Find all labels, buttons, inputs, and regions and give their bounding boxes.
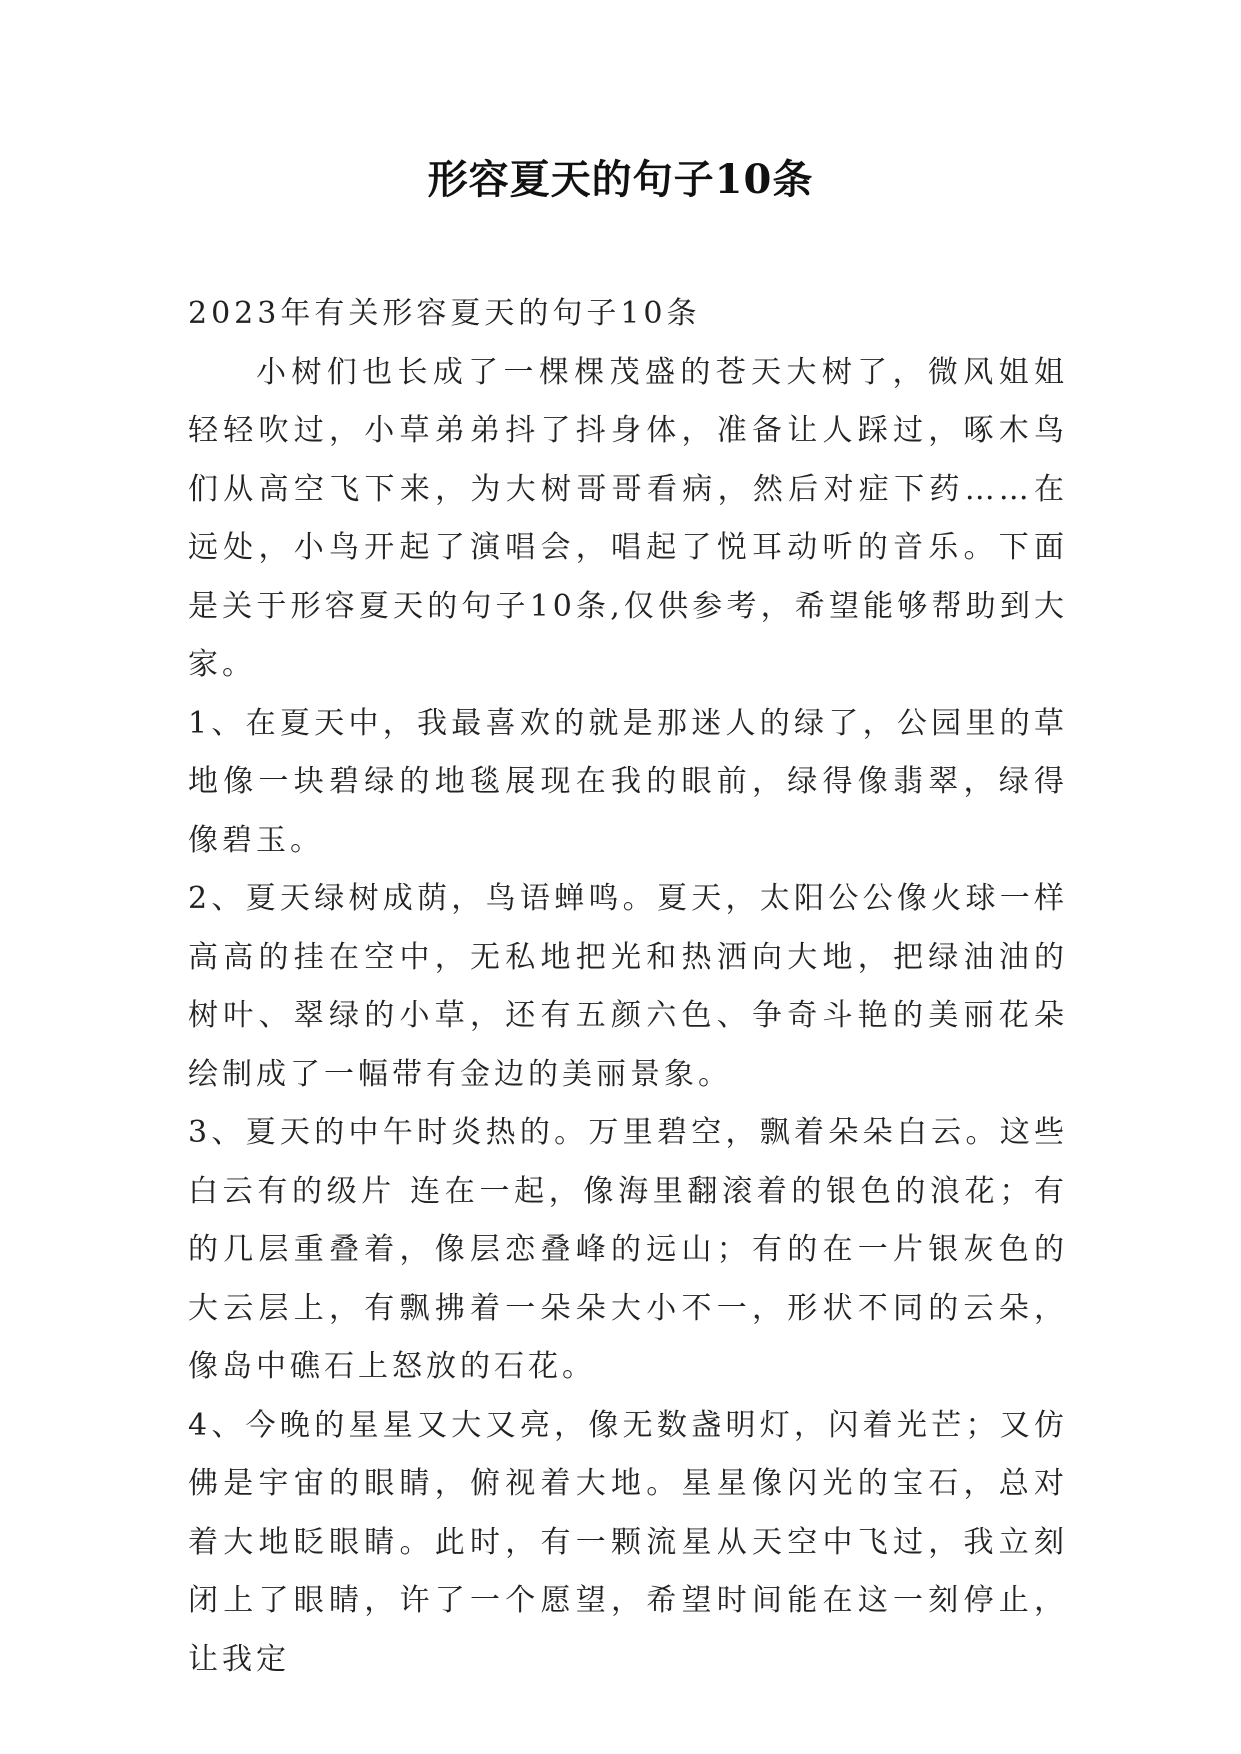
intro-paragraph: 小树们也长成了一棵棵茂盛的苍天大树了，微风姐姐轻轻吹过，小草弟弟抖了抖身体，准备让人踩过，啄木鸟们从高空飞下来，为大树哥哥看病，然后对症下药……在远处，小鸟开起了演唱会，唱起了悦耳动听的音乐。下面是关于形容夏天的句子10条,仅供参考，希望能够帮助到大家。 bbox=[188, 354, 1068, 682]
list-item: 4、今晚的星星又大又亮，像无数盏明灯，闪着光芒；又仿佛是宇宙的眼睛，俯视着大地。星星像闪光的宝石，总对着大地眨眼睛。此时，有一颗流星从天空中飞过，我立刻闭上了眼睛，许了一个愿望，希望时间能在这一刻停止，让我定 bbox=[188, 1407, 1068, 1677]
subtitle-line: 2023年有关形容夏天的句子10条 bbox=[188, 296, 701, 331]
list-item: 3、夏天的中午时炎热的。万里碧空，飘着朵朵白云。这些白云有的级片 连在一起，像海里翻滚着的银色的浪花；有的几层重叠着，像层恋叠峰的远山；有的在一片银灰色的大云层上，有飘拂着一朵朵大小不一，形状不同的云朵，像岛中礁石上怒放的石花。 bbox=[188, 1115, 1068, 1384]
list-item: 1、在夏天中，我最喜欢的就是那迷人的绿了，公园里的草地像一块碧绿的地毯展现在我的眼前，绿得像翡翠，绿得像碧玉。 bbox=[188, 705, 1068, 858]
document-body bbox=[188, 285, 1068, 1689]
page-title: 形容夏天的句子10条 bbox=[427, 156, 814, 203]
list-item: 2、夏天绿树成荫，鸟语蝉鸣。夏天，太阳公公像火球一样高高的挂在空中，无私地把光和热洒向大地，把绿油油的树叶、翠绿的小草，还有五颜六色、争奇斗艳的美丽花朵绘制成了一幅带有金边的美丽景象。 bbox=[188, 881, 1068, 1092]
